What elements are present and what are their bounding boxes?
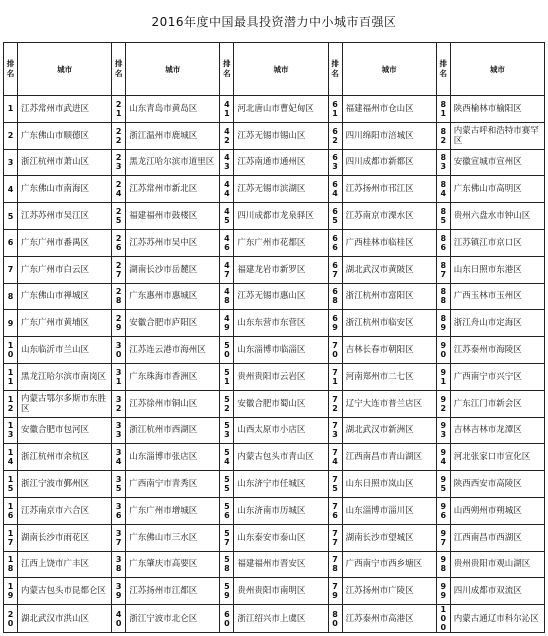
rank-cell: 70 [328,337,342,364]
city-cell: 山东泰安市泰山区 [234,524,328,551]
rank-cell: 62 [328,122,342,149]
city-cell: 广东广州市花都区 [234,229,328,256]
city-cell: 广东佛山市禅城区 [18,283,112,310]
city-cell: 山东淄博市临淄区 [234,337,328,364]
city-cell: 江苏无锡市锡山区 [234,122,328,149]
city-cell: 四川成都市双流区 [450,578,544,605]
rank-cell: 28 [112,283,126,310]
rank-cell: 51 [220,363,234,390]
city-cell: 河南郑州市二七区 [342,363,436,390]
table-row [4,551,545,578]
rank-cell: 97 [436,524,450,551]
city-cell: 山东淄博市张店区 [126,444,220,471]
rank-cell: 72 [328,390,342,417]
city-cell: 内蒙古呼和浩特市赛罕区 [450,122,544,149]
city-cell: 江苏苏州市吴江区 [18,203,112,230]
rank-cell: 4 [4,176,18,203]
rank-cell: 86 [436,229,450,256]
city-cell: 江苏泰州市高港区 [342,605,436,633]
city-cell: 辽宁大连市普兰店区 [342,390,436,417]
table-row [4,578,545,605]
rank-cell: 54 [220,444,234,471]
rank-cell: 93 [436,417,450,444]
table-row [4,310,545,337]
city-cell: 江苏南京市六合区 [18,497,112,524]
table-row [4,363,545,390]
header-row [4,43,545,96]
city-cell: 内蒙古包头市青山区 [234,444,328,471]
rank-cell: 64 [328,176,342,203]
rank-cell: 73 [328,417,342,444]
rank-cell: 44 [220,176,234,203]
city-cell: 四川绵阳市涪城区 [342,122,436,149]
table-row [4,283,545,310]
rank-cell: 6 [4,229,18,256]
rank-cell: 7 [4,256,18,283]
rank-cell: 69 [328,310,342,337]
city-cell: 湖南长沙市望城区 [342,524,436,551]
city-cell: 湖北武汉市洪山区 [18,605,112,633]
table-row [4,203,545,230]
rank-cell: 61 [328,96,342,123]
rank-cell: 49 [220,310,234,337]
city-cell: 山东日照市岚山区 [342,471,436,498]
city-cell: 江苏南京市溧水区 [342,203,436,230]
city-cell: 江苏镇江市京口区 [450,229,544,256]
city-cell: 浙江杭州市余杭区 [18,444,112,471]
rank-cell: 15 [4,471,18,498]
city-cell: 广东佛山市三水区 [126,524,220,551]
city-cell: 江苏扬州市邗江区 [342,176,436,203]
rank-cell: 17 [4,524,18,551]
table-row [4,96,545,123]
rank-cell: 83 [436,149,450,176]
city-cell: 广西玉林市玉州区 [450,283,544,310]
rank-cell: 63 [328,149,342,176]
rank-cell: 68 [328,283,342,310]
rank-cell: 56 [220,497,234,524]
city-cell: 浙江绍兴市上虞区 [234,605,328,633]
rank-cell: 26 [112,229,126,256]
city-cell: 四川成都市新都区 [342,149,436,176]
rank-header: 排名 [220,43,234,96]
rank-cell: 77 [328,524,342,551]
rank-cell: 58 [220,551,234,578]
table-row [4,176,545,203]
rank-cell: 95 [436,471,450,498]
rank-cell: 92 [436,390,450,417]
city-cell: 福建龙岩市新罗区 [234,256,328,283]
rank-cell: 31 [112,363,126,390]
city-cell: 广东佛山市高明区 [450,176,544,203]
city-cell: 陕西榆林市榆阳区 [450,96,544,123]
city-cell: 湖北武汉市黄陂区 [342,256,436,283]
rank-cell: 57 [220,524,234,551]
rank-cell: 55 [220,471,234,498]
city-cell: 浙江温州市鹿城区 [126,122,220,149]
rank-cell: 71 [328,363,342,390]
rank-cell: 75 [328,471,342,498]
rank-cell: 16 [4,497,18,524]
rank-cell: 43 [220,149,234,176]
rank-cell: 39 [112,578,126,605]
rank-cell: 1 [4,96,18,123]
city-cell: 内蒙古包头市昆都仑区 [18,578,112,605]
table-row [4,229,545,256]
city-cell: 江苏徐州市铜山区 [126,390,220,417]
rank-cell: 20 [4,605,18,633]
city-cell: 贵州贵阳市观山湖区 [450,551,544,578]
city-header: 城市 [18,43,112,96]
rank-cell: 78 [328,551,342,578]
city-cell: 江苏扬州市广陵区 [342,578,436,605]
city-cell: 福建福州市晋安区 [234,551,328,578]
city-cell: 吉林吉林市龙潭区 [450,417,544,444]
rank-cell: 46 [220,229,234,256]
city-header: 城市 [126,43,220,96]
city-cell: 江苏扬州市江都区 [126,578,220,605]
city-cell: 山东济南市历城区 [234,497,328,524]
table-row [4,471,545,498]
city-cell: 广西南宁市青秀区 [126,471,220,498]
table-row [4,256,545,283]
rank-cell: 59 [220,578,234,605]
rank-cell: 96 [436,497,450,524]
city-cell: 江西上饶市广丰区 [18,551,112,578]
city-cell: 江西南昌市青山湖区 [342,444,436,471]
city-cell: 广东惠州市惠城区 [126,283,220,310]
city-cell: 广东江门市新会区 [450,390,544,417]
city-cell: 浙江杭州市富阳区 [342,283,436,310]
city-cell: 江西南昌市西湖区 [450,524,544,551]
table-row [4,524,545,551]
rank-cell: 18 [4,551,18,578]
rank-header: 排名 [4,43,18,96]
city-cell: 贵州贵阳市云岩区 [234,363,328,390]
city-cell: 浙江宁波市北仑区 [126,605,220,633]
rank-cell: 52 [220,390,234,417]
city-cell: 吉林长春市朝阳区 [342,337,436,364]
city-cell: 山东东营市东营区 [234,310,328,337]
rank-cell: 5 [4,203,18,230]
rank-cell: 27 [112,256,126,283]
city-cell: 山东日照市东港区 [450,256,544,283]
rankings-table [3,42,545,633]
city-cell: 浙江杭州市西湖区 [126,417,220,444]
city-cell: 安徽宣城市宣州区 [450,149,544,176]
rank-cell: 90 [436,337,450,364]
city-cell: 四川成都市龙泉驿区 [234,203,328,230]
city-header: 城市 [234,43,328,96]
rank-cell: 37 [112,524,126,551]
rank-cell: 85 [436,203,450,230]
rank-cell: 34 [112,444,126,471]
city-cell: 广西南宁市西乡塘区 [342,551,436,578]
rank-cell: 41 [220,96,234,123]
table-row [4,149,545,176]
city-cell: 山东淄博市淄川区 [342,497,436,524]
rank-cell: 42 [220,122,234,149]
rank-cell: 81 [436,96,450,123]
city-cell: 广东珠海市香洲区 [126,363,220,390]
rank-cell: 12 [4,390,18,417]
rank-cell: 50 [220,337,234,364]
rank-cell: 30 [112,337,126,364]
city-cell: 福建福州市仓山区 [342,96,436,123]
city-cell: 湖北武汉市新洲区 [342,417,436,444]
city-cell: 黑龙江哈尔滨市南岗区 [18,363,112,390]
city-cell: 浙江舟山市定海区 [450,310,544,337]
city-cell: 山东济宁市任城区 [234,471,328,498]
rank-cell: 48 [220,283,234,310]
table-row [4,390,545,417]
rank-cell: 53 [220,417,234,444]
rank-cell: 89 [436,310,450,337]
rank-header: 排名 [112,43,126,96]
rank-cell: 40 [112,605,126,633]
rank-cell: 2 [4,122,18,149]
rank-cell: 74 [328,444,342,471]
table-row [4,337,545,364]
rank-cell: 25 [112,203,126,230]
rank-cell: 8 [4,283,18,310]
city-cell: 安徽合肥市蜀山区 [234,390,328,417]
city-cell: 湖南长沙市岳麓区 [126,256,220,283]
rank-cell: 14 [4,444,18,471]
city-cell: 内蒙古通辽市科尔沁区 [450,605,544,633]
city-cell: 安徽合肥市庐阳区 [126,310,220,337]
rank-cell: 80 [328,605,342,633]
city-cell: 浙江宁波市鄞州区 [18,471,112,498]
city-cell: 内蒙古鄂尔多斯市东胜区 [18,390,112,417]
city-cell: 广东肇庆市高要区 [126,551,220,578]
city-cell: 河北唐山市曹妃甸区 [234,96,328,123]
city-cell: 江苏无锡市滨湖区 [234,176,328,203]
rank-cell: 66 [328,229,342,256]
rank-cell: 98 [436,551,450,578]
city-header: 城市 [342,43,436,96]
page-title: 2016年度中国最具投资潜力中小城市百强区 [151,15,397,29]
city-cell: 浙江杭州市临安区 [342,310,436,337]
rank-cell: 29 [112,310,126,337]
rank-cell: 38 [112,551,126,578]
table-row [4,497,545,524]
rank-cell: 67 [328,256,342,283]
table-row [4,605,545,633]
city-cell: 广东佛山市顺德区 [18,122,112,149]
city-cell: 广东广州市白云区 [18,256,112,283]
city-cell: 广东广州市黄埔区 [18,310,112,337]
rank-cell: 84 [436,176,450,203]
city-cell: 福建福州市鼓楼区 [126,203,220,230]
rank-header: 排名 [328,43,342,96]
rank-cell: 99 [436,578,450,605]
rank-cell: 33 [112,417,126,444]
city-cell: 广西南宁市兴宁区 [450,363,544,390]
rank-cell: 19 [4,578,18,605]
city-cell: 江苏常州市武进区 [18,96,112,123]
city-cell: 山西太原市小店区 [234,417,328,444]
rank-cell: 87 [436,256,450,283]
city-cell: 江苏南通市通州区 [234,149,328,176]
rank-cell: 91 [436,363,450,390]
rank-cell: 47 [220,256,234,283]
city-header: 城市 [450,43,544,96]
city-cell: 江苏苏州市吴中区 [126,229,220,256]
city-cell: 黑龙江哈尔滨市道里区 [126,149,220,176]
rank-cell: 76 [328,497,342,524]
rank-cell: 10 [4,337,18,364]
table-row [4,444,545,471]
city-cell: 江苏常州市新北区 [126,176,220,203]
city-cell: 广东广州市增城区 [126,497,220,524]
rank-cell: 9 [4,310,18,337]
table-row [4,122,545,149]
city-cell: 山西朔州市朔城区 [450,497,544,524]
rank-cell: 100 [436,605,450,633]
city-cell: 广西桂林市临桂区 [342,229,436,256]
rank-cell: 79 [328,578,342,605]
rank-cell: 35 [112,471,126,498]
city-cell: 贵州六盘水市钟山区 [450,203,544,230]
city-cell: 贵州贵阳市南明区 [234,578,328,605]
city-cell: 江苏无锡市惠山区 [234,283,328,310]
city-cell: 陕西西安市高陵区 [450,471,544,498]
rank-cell: 94 [436,444,450,471]
rank-cell: 22 [112,122,126,149]
rank-cell: 23 [112,149,126,176]
rank-cell: 13 [4,417,18,444]
city-cell: 安徽合肥市包河区 [18,417,112,444]
city-cell: 江苏泰州市海陵区 [450,337,544,364]
rank-cell: 21 [112,96,126,123]
rank-cell: 45 [220,203,234,230]
rank-cell: 24 [112,176,126,203]
city-cell: 湖南长沙市雨花区 [18,524,112,551]
city-cell: 山东临沂市兰山区 [18,337,112,364]
city-cell: 浙江杭州市萧山区 [18,149,112,176]
rank-cell: 32 [112,390,126,417]
rank-cell: 82 [436,122,450,149]
city-cell: 河北张家口市宣化区 [450,444,544,471]
city-cell: 广东广州市番禺区 [18,229,112,256]
city-cell: 广东佛山市南海区 [18,176,112,203]
table-row [4,417,545,444]
rank-cell: 3 [4,149,18,176]
rank-cell: 60 [220,605,234,633]
rank-header: 排名 [436,43,450,96]
rank-cell: 65 [328,203,342,230]
rank-cell: 36 [112,497,126,524]
rank-cell: 88 [436,283,450,310]
city-cell: 江苏连云港市海州区 [126,337,220,364]
city-cell: 山东青岛市黄岛区 [126,96,220,123]
rank-cell: 11 [4,363,18,390]
